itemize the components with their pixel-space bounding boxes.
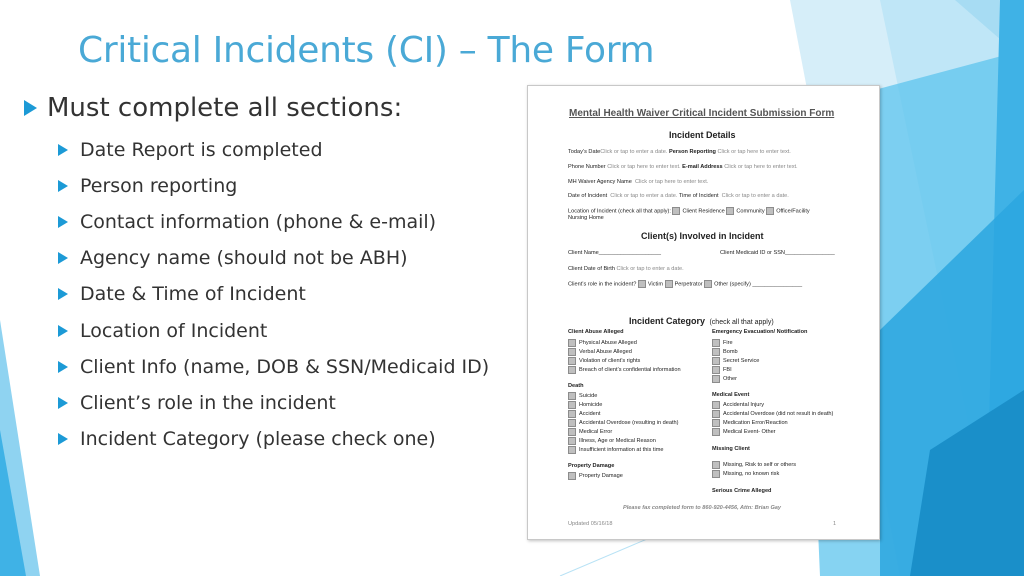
checkbox-icon	[568, 472, 576, 480]
category-item	[712, 428, 776, 436]
form-title: Mental Health Waiver Critical Incident Submission Form	[569, 108, 835, 119]
todays-date-label: Today’s Date	[568, 149, 601, 155]
category-item	[712, 348, 738, 356]
category-item-label: Physical Abuse Alleged	[579, 340, 637, 346]
person-reporting-field: Click or tap here to enter text.	[717, 149, 791, 155]
sub-bullet-agency-name	[58, 245, 408, 271]
category-heading-row	[629, 311, 774, 329]
client-role-option: Other (specify) ________________	[714, 281, 803, 288]
triangle-bullet-icon	[58, 252, 68, 264]
sub-bullet-person-reporting	[58, 173, 237, 199]
category-item-label: Missing, Risk to self or others	[723, 462, 797, 468]
phone-email-row	[568, 164, 798, 170]
triangle-bullet-icon	[58, 144, 68, 156]
fax-note: Please fax completed form to 860-920-4456, Attn: Brian Gay	[623, 505, 782, 511]
triangle-bullet-icon	[58, 325, 68, 337]
checkbox-icon	[638, 280, 646, 288]
checkbox-icon	[712, 461, 720, 469]
missing-heading: Missing Client	[712, 446, 750, 452]
email-field: Click or tap here to enter text.	[724, 164, 798, 170]
checkbox-icon	[568, 410, 576, 418]
category-item-label: Medical Event- Other	[723, 429, 776, 435]
category-item	[712, 410, 833, 418]
sub-bullet-date-time	[58, 281, 306, 307]
checkbox-icon	[665, 280, 673, 288]
serious-heading: Serious Crime Alleged	[712, 488, 772, 494]
client-dob-field: Click or tap to enter a date.	[616, 266, 684, 272]
client-dob-label: Client Date of Birth	[568, 266, 615, 272]
phone-label: Phone Number	[568, 164, 606, 170]
category-item	[712, 366, 732, 374]
category-item	[712, 461, 796, 469]
checkbox-icon	[712, 339, 720, 347]
checkbox-icon	[704, 280, 712, 288]
location-option: Office/Facility	[776, 208, 810, 215]
category-item	[568, 428, 612, 436]
agency-row	[568, 179, 708, 185]
agency-field: Click or tap here to enter text.	[634, 179, 709, 185]
category-heading: Incident Category	[629, 316, 706, 326]
incident-details-heading: Incident Details	[669, 130, 736, 140]
location-label: Location of Incident (check all that apply):	[568, 208, 671, 215]
category-item	[568, 348, 632, 356]
sub-bullet-date-report	[58, 137, 323, 163]
sub-bullet-incident-category	[58, 426, 436, 452]
category-item	[568, 472, 623, 480]
abuse-heading: Client Abuse Alleged	[568, 329, 624, 335]
triangle-bullet-icon	[58, 288, 68, 300]
date-time-row	[568, 193, 789, 199]
main-bullet-text: Must complete all sections:	[47, 93, 403, 123]
sub-bullet-text: Location of Incident	[80, 320, 268, 342]
category-item	[568, 410, 600, 418]
category-item	[568, 419, 679, 427]
client-dob-row	[568, 266, 684, 272]
checkbox-icon	[568, 437, 576, 445]
category-item-label: Insufficient information at this time	[579, 447, 664, 453]
category-item	[712, 419, 788, 427]
category-item-label: Property Damage	[579, 473, 623, 479]
category-item-label: Breach of client’s confidential information	[579, 367, 681, 373]
checkbox-icon	[712, 401, 720, 409]
date-incident-field: Click or tap to enter a date.	[610, 193, 678, 199]
category-item-label: FBI	[723, 367, 732, 373]
category-item	[568, 437, 656, 445]
page-number: 1	[833, 521, 837, 527]
category-item	[712, 375, 737, 383]
checkbox-icon	[766, 207, 774, 215]
category-item-label: Bomb	[723, 349, 738, 355]
checkbox-icon	[568, 366, 576, 374]
location-option: Client Residence	[682, 208, 725, 215]
checkbox-icon	[568, 339, 576, 347]
form-image	[527, 85, 880, 540]
checkbox-icon	[712, 357, 720, 365]
date-person-row	[568, 149, 791, 155]
checkbox-icon	[568, 357, 576, 365]
property-heading: Property Damage	[568, 463, 615, 469]
sub-bullet-text: Agency name (should not be ABH)	[80, 247, 408, 269]
triangle-bullet-icon	[58, 433, 68, 445]
phone-field: Click or tap here to enter text.	[607, 164, 681, 170]
category-item-label: Fire	[723, 340, 733, 346]
client-name-label: Client Name____________________	[568, 250, 661, 256]
category-item	[568, 366, 681, 374]
category-item-label: Medical Error	[579, 429, 613, 435]
checkbox-icon	[712, 470, 720, 478]
category-item-label: Suicide	[579, 393, 598, 399]
client-role-option: Perpetrator	[674, 281, 703, 288]
category-item-label: Other	[723, 376, 737, 382]
sub-bullet-text: Contact information (phone & e-mail)	[80, 211, 437, 233]
slide-title: Critical Incidents (CI) – The Form	[78, 30, 655, 71]
checkbox-icon	[568, 392, 576, 400]
triangle-bullet-icon	[58, 397, 68, 409]
checkbox-icon	[726, 207, 734, 215]
category-item-label: Missing, no known risk	[723, 471, 780, 477]
checkbox-icon	[568, 446, 576, 454]
category-item-label: Accidental Overdose (did not result in death)	[723, 411, 834, 417]
location-option: Community	[736, 208, 765, 215]
location-row	[568, 207, 810, 215]
category-item	[568, 446, 663, 454]
todays-date-field: Click or tap to enter a date.	[600, 149, 668, 155]
category-item	[712, 339, 733, 347]
sub-bullet-contact-info	[58, 209, 436, 235]
client-medicaid-label: Client Medicaid ID or SSN________________	[720, 250, 835, 256]
checkbox-icon	[568, 348, 576, 356]
client-role-option: Victim	[647, 281, 664, 288]
emergency-heading: Emergency Evacuation/ Notification	[712, 329, 808, 335]
checkbox-icon	[712, 366, 720, 374]
category-item-label: Accidental Overdose (resulting in death)	[579, 420, 679, 426]
category-item-label: Illness, Age or Medical Reason	[579, 438, 656, 444]
sub-bullet-client-role	[58, 390, 336, 416]
triangle-bullet-icon	[24, 100, 37, 116]
category-item-label: Secret Service	[723, 358, 760, 364]
category-item	[568, 392, 597, 400]
clients-heading: Client(s) Involved in Incident	[641, 231, 764, 241]
category-item	[568, 357, 640, 365]
sub-bullet-text: Incident Category (please check one)	[80, 428, 436, 450]
sub-bullet-text: Client Info (name, DOB & SSN/Medicaid ID)	[80, 356, 490, 378]
checkbox-icon	[712, 375, 720, 383]
category-item-label: Accident	[579, 411, 601, 417]
main-bullet	[24, 89, 402, 127]
sub-bullet-client-info	[58, 354, 489, 380]
category-item	[712, 470, 779, 478]
category-note: (check all that apply)	[709, 319, 774, 326]
category-item	[712, 401, 764, 409]
sub-bullet-text: Person reporting	[80, 175, 238, 197]
triangle-bullet-icon	[58, 361, 68, 373]
checkbox-icon	[712, 419, 720, 427]
checkbox-icon	[712, 428, 720, 436]
sub-bullet-text: Date & Time of Incident	[80, 283, 306, 305]
category-item-label: Homicide	[579, 402, 603, 408]
checkbox-icon	[568, 419, 576, 427]
category-item	[568, 339, 637, 347]
checkbox-icon	[712, 348, 720, 356]
date-incident-label: Date of Incident	[568, 193, 608, 199]
location-extra: Nursing Home	[568, 215, 604, 221]
time-incident-label: Time of Incident	[678, 193, 719, 199]
medical-heading: Medical Event	[712, 392, 750, 398]
time-incident-field: Click or tap to enter a date.	[721, 193, 789, 199]
checkbox-icon	[568, 401, 576, 409]
category-item	[568, 401, 602, 409]
checkbox-icon	[712, 410, 720, 418]
category-item-label: Violation of client’s rights	[579, 358, 641, 364]
client-role-label: Client’s role in the incident?	[568, 281, 637, 288]
sub-bullet-location	[58, 318, 267, 344]
email-label: E-mail Address	[682, 164, 723, 170]
checkbox-icon	[568, 428, 576, 436]
agency-label: MH Waiver Agency Name	[568, 179, 632, 185]
category-item-label: Medication Error/Reaction	[723, 420, 788, 426]
category-item	[712, 357, 759, 365]
updated-date: Updated 05/16/18	[568, 521, 613, 527]
category-item-label: Verbal Abuse Alleged	[579, 349, 632, 355]
checkbox-icon	[672, 207, 680, 215]
client-role-row	[568, 280, 802, 288]
category-item-label: Accidental Injury	[723, 402, 765, 408]
sub-bullet-text: Date Report is completed	[80, 139, 323, 161]
death-heading: Death	[568, 383, 584, 389]
triangle-bullet-icon	[58, 216, 68, 228]
person-reporting-label: Person Reporting	[668, 149, 716, 155]
triangle-bullet-icon	[58, 180, 68, 192]
sub-bullet-text: Client’s role in the incident	[80, 392, 336, 414]
